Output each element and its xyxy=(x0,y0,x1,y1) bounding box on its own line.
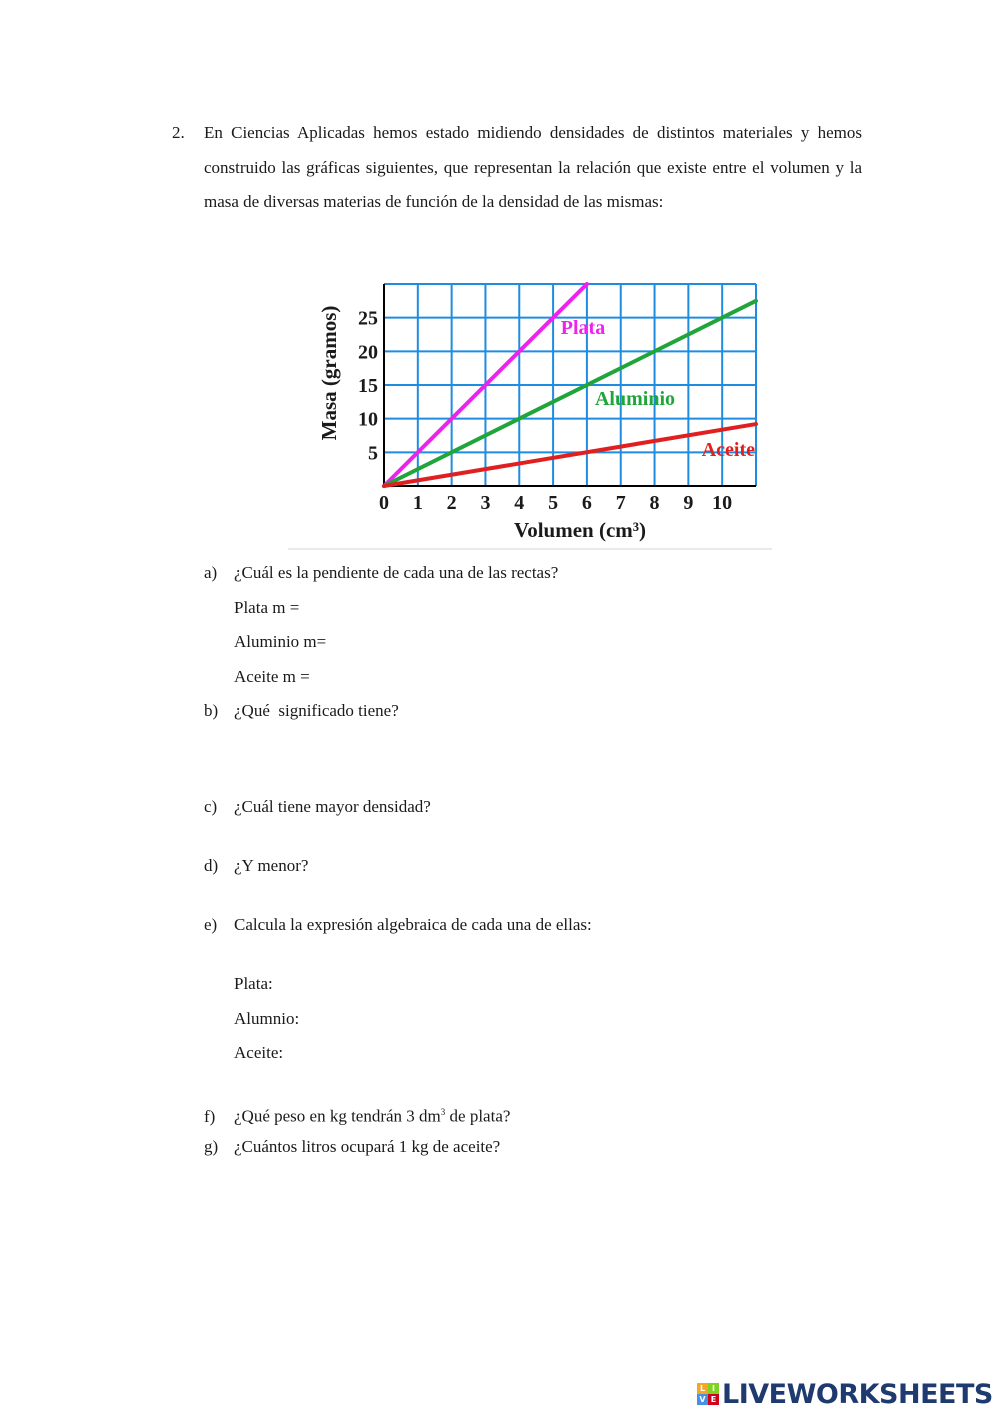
y-tick-label: 20 xyxy=(358,341,378,364)
question-g xyxy=(204,1136,500,1158)
question-g-text: ¿Cuántos litros ocupará 1 kg de aceite? xyxy=(234,1137,501,1156)
answer-aceite-expression: Aceite: xyxy=(234,1043,284,1062)
question-e-label: e) xyxy=(204,915,218,934)
y-tick-label: 15 xyxy=(358,375,378,397)
question-b-text: ¿Qué significado tiene? xyxy=(234,701,399,720)
liveworksheets-logo-icon xyxy=(697,1383,719,1405)
series-label-aluminio: Aluminio xyxy=(594,388,676,410)
question-f-superscript: 3 xyxy=(440,1107,446,1117)
liveworksheets-logo xyxy=(697,1378,993,1410)
x-tick-label: 5 xyxy=(548,492,559,514)
question-number: 2. xyxy=(172,123,185,142)
series-label-plata: Plata xyxy=(560,317,606,339)
question-d xyxy=(204,855,308,877)
y-tick-label: 5 xyxy=(368,442,378,465)
x-tick-label: 6 xyxy=(581,492,592,514)
question-f-text-end: de plata? xyxy=(445,1106,511,1126)
answer-aluminio-expression: Alumnio: xyxy=(234,1009,300,1028)
logo-mark-l: L xyxy=(697,1383,708,1394)
x-tick-label: 9 xyxy=(683,492,694,514)
question-c xyxy=(204,796,431,818)
x-tick-label: 1 xyxy=(412,492,423,514)
question-f xyxy=(204,1101,510,1128)
x-axis-title: Volumen (cm³) xyxy=(513,518,647,542)
y-tick-label: 10 xyxy=(358,408,378,431)
y-tick-label: 25 xyxy=(358,307,378,330)
question-b-label: b) xyxy=(204,701,219,720)
question-e xyxy=(204,914,592,936)
question-intro-text: En Ciencias Aplicadas hemos estado midiendo densidades de distintos materiales y hemos construido las gráficas siguientes, que representan la relación que existe entre el volumen y la masa de diversas materias de función de la densidad de las mismas: xyxy=(204,123,862,211)
question-f-label: f) xyxy=(204,1106,216,1126)
x-tick-label: 4 xyxy=(514,492,525,514)
x-tick-label: 3 xyxy=(480,492,491,514)
answer-aceite-slope: Aceite m = xyxy=(234,667,310,686)
question-a-label: a) xyxy=(204,563,218,582)
series-label-aceite: Aceite xyxy=(701,439,755,461)
question-d-text: ¿Y menor? xyxy=(234,856,309,875)
answer-plata-expression: Plata: xyxy=(234,974,273,993)
question-c-text: ¿Cuál tiene mayor densidad? xyxy=(234,797,431,816)
x-tick-label: 10 xyxy=(712,492,733,514)
question-e-text: Calcula la expresión algebraica de cada una de ellas: xyxy=(234,915,592,934)
question-2 xyxy=(172,116,862,220)
x-tick-label: 7 xyxy=(615,492,626,514)
question-a-text: ¿Cuál es la pendiente de cada una de las rectas? xyxy=(234,563,559,582)
question-c-label: c) xyxy=(204,797,218,816)
logo-mark-i: I xyxy=(708,1383,719,1394)
question-d-label: d) xyxy=(204,856,219,875)
x-tick-label: 0 xyxy=(379,492,389,514)
x-tick-label: 8 xyxy=(649,492,660,514)
answer-aluminio-slope: Aluminio m= xyxy=(234,632,327,651)
answer-plata-slope: Plata m = xyxy=(234,598,300,617)
question-a xyxy=(204,562,558,584)
logo-mark-e: E xyxy=(708,1394,719,1405)
liveworksheets-logo-text: LIVEWORKSHEETS xyxy=(722,1378,993,1410)
y-axis-title: Masa (gramos) xyxy=(317,305,341,441)
density-chart-svg xyxy=(288,274,772,552)
question-f-text: ¿Qué peso en kg tendrán 3 dm xyxy=(234,1106,441,1126)
question-b xyxy=(204,700,399,722)
logo-mark-v: V xyxy=(697,1394,708,1405)
density-chart xyxy=(288,274,772,552)
question-g-label: g) xyxy=(204,1137,219,1156)
x-tick-label: 2 xyxy=(446,492,457,514)
